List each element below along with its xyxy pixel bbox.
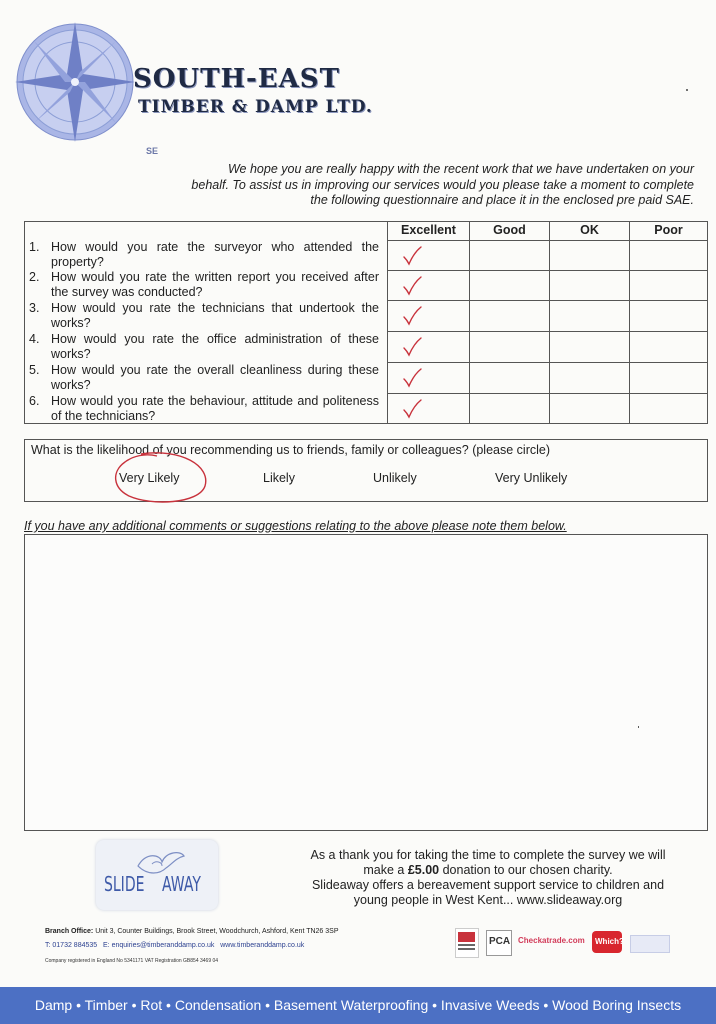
option-very-likely[interactable]: Very Likely bbox=[119, 471, 180, 485]
column-header-ok: OK bbox=[549, 222, 629, 240]
contact-line bbox=[45, 942, 304, 949]
charity-line1: As a thank you for taking the time to complete the survey we will bbox=[310, 848, 666, 862]
email-link[interactable]: E: enquiries@timberanddamp.co.uk bbox=[103, 942, 215, 949]
question-row bbox=[29, 363, 379, 392]
checkmark-icon bbox=[402, 368, 422, 388]
charity-line2-pre: make a bbox=[363, 863, 408, 877]
question-row bbox=[29, 301, 379, 330]
donation-amount: £5.00 bbox=[407, 863, 440, 877]
branch-address: Unit 3, Counter Buildings, Brook Street, Woodchurch, Ashford, Kent TN26 3SP bbox=[95, 928, 339, 935]
website-link[interactable]: www.timberanddamp.co.uk bbox=[220, 942, 305, 949]
which-badge bbox=[592, 931, 622, 953]
row-divider bbox=[387, 393, 707, 394]
question-number: 3. bbox=[29, 301, 40, 315]
charity-line2 bbox=[290, 863, 686, 878]
checkmark-icon bbox=[402, 306, 422, 326]
comments-prompt: If you have any additional comments or suggestions relating to the above please note them below. bbox=[24, 519, 567, 533]
column-header-good: Good bbox=[469, 222, 549, 240]
pca-badge-text: PCA bbox=[489, 936, 511, 947]
trading-standards-badge-icon bbox=[455, 928, 479, 958]
question-number: 5. bbox=[29, 363, 40, 377]
likelihood-question: What is the likelihood of you recommending us to friends, family or colleagues? (please circle) bbox=[31, 443, 550, 457]
question-row bbox=[29, 332, 379, 361]
option-very-unlikely[interactable]: Very Unlikely bbox=[495, 471, 568, 485]
compass-rose-icon bbox=[15, 22, 135, 142]
question-text: How would you rate the written report you received after the survey was conducted? bbox=[51, 270, 379, 299]
comments-box[interactable] bbox=[24, 534, 708, 831]
column-header-poor: Poor bbox=[629, 222, 707, 240]
slideaway-logo bbox=[96, 840, 218, 910]
question-text: How would you rate the surveyor who attended the property? bbox=[51, 240, 379, 269]
option-unlikely[interactable]: Unlikely bbox=[373, 471, 417, 485]
question-number: 6. bbox=[29, 394, 40, 408]
likelihood-box bbox=[24, 439, 708, 502]
row-divider bbox=[387, 331, 707, 332]
question-text: How would you rate the office administration of these works? bbox=[51, 332, 379, 361]
charity-line2-post: donation to our chosen charity. bbox=[439, 863, 613, 877]
checkmark-icon bbox=[402, 337, 422, 357]
pca-badge bbox=[486, 930, 512, 956]
option-likely[interactable]: Likely bbox=[263, 471, 295, 485]
charity-line3: Slideaway offers a bereavement support service to children and bbox=[311, 878, 665, 892]
checkatrade-badge: Checkatrade.com bbox=[518, 936, 585, 945]
phone: T: 01732 884535 bbox=[45, 942, 98, 949]
row-divider bbox=[387, 270, 707, 271]
slideaway-logo-text-left: SLIDE bbox=[104, 872, 145, 896]
branch-office bbox=[45, 928, 339, 935]
checkmark-icon bbox=[402, 399, 422, 419]
which-badge-text: Which? bbox=[595, 937, 624, 946]
question-row bbox=[29, 240, 379, 269]
checkmark-icon bbox=[402, 276, 422, 296]
intro-text: We hope you are really happy with the recent work that we have undertaken on your behalf. To assist us in improving our services would you please take a moment to complete the following questionnaire and place it in the enclosed pre paid SAE. bbox=[191, 162, 694, 207]
question-text: How would you rate the behaviour, attitude and politeness of the technicians? bbox=[51, 394, 379, 423]
speck bbox=[638, 726, 639, 728]
survey-table bbox=[24, 221, 708, 424]
selection-circle-mark bbox=[111, 450, 211, 506]
charity-message bbox=[290, 848, 686, 908]
charity-line4: young people in West Kent... www.slideaway.org bbox=[353, 893, 623, 907]
row-divider bbox=[387, 362, 707, 363]
question-number: 2. bbox=[29, 270, 40, 284]
company-monogram: SE bbox=[146, 146, 159, 156]
branch-label: Branch Office: bbox=[45, 928, 94, 935]
column-header-excellent: Excellent bbox=[387, 222, 469, 240]
company-name-line1: SOUTH-EAST bbox=[133, 64, 340, 94]
services-banner: Damp • Timber • Rot • Condensation • Basement Waterproofing • Invasive Weeds • Wood Boring Insects bbox=[0, 987, 716, 1024]
question-row bbox=[29, 394, 379, 423]
row-divider bbox=[387, 300, 707, 301]
company-name-line2: TIMBER & DAMP LTD. bbox=[138, 97, 373, 117]
company-registration: Company registered in England No 5341171 VAT Registration GB854 3469 04 bbox=[45, 958, 219, 964]
header-divider bbox=[387, 240, 707, 241]
slideaway-logo-text-right: AWAY bbox=[162, 872, 201, 896]
question-text: How would you rate the overall cleanliness during these works? bbox=[51, 363, 379, 392]
question-number: 1. bbox=[29, 240, 40, 254]
trustmark-badge-icon bbox=[630, 935, 670, 953]
question-text: How would you rate the technicians that undertook the works? bbox=[51, 301, 379, 330]
checkmark-icon bbox=[402, 246, 422, 266]
speck bbox=[686, 89, 688, 91]
question-number: 4. bbox=[29, 332, 40, 346]
question-row bbox=[29, 270, 379, 299]
